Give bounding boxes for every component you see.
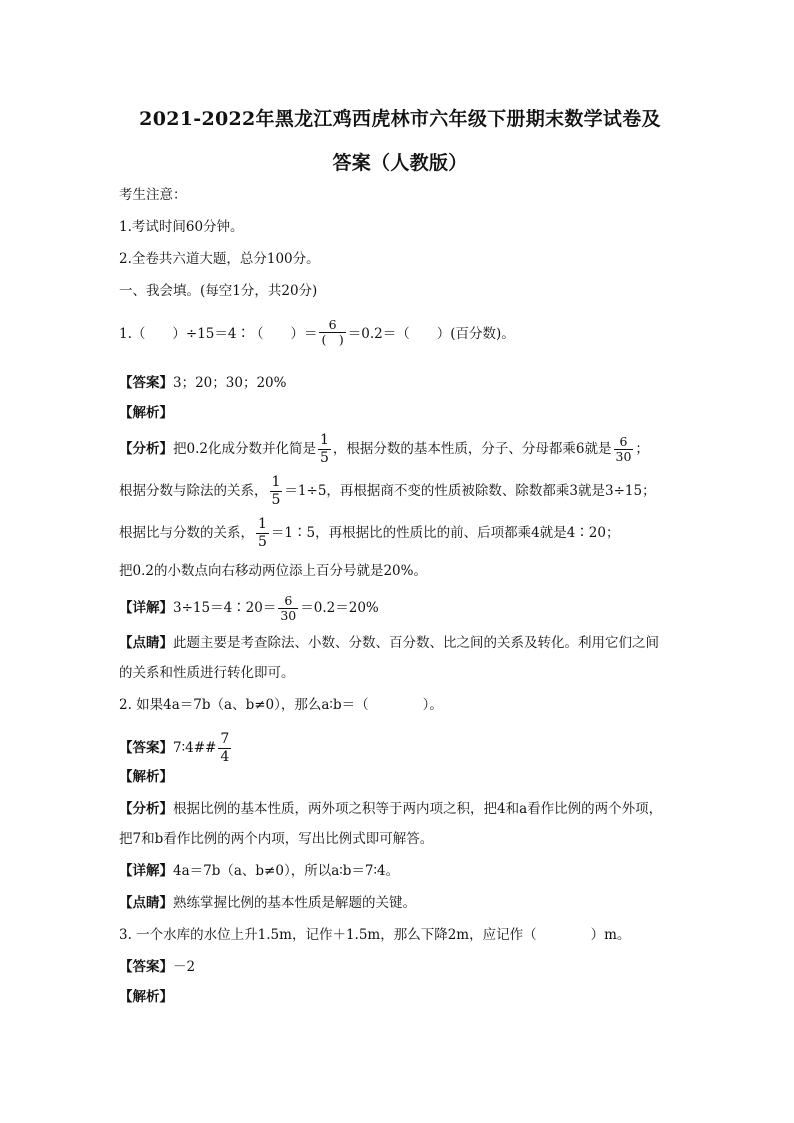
q1-a1-fraction-2 bbox=[614, 435, 634, 464]
q2-detail-label: 【详解】 bbox=[119, 863, 173, 879]
q1-a1-fraction-2-num: 6 bbox=[614, 435, 634, 450]
q2-answer-text: 7∶4## bbox=[173, 740, 217, 756]
q2-detail bbox=[119, 862, 399, 880]
q2-analysis-label: 【解析】 bbox=[119, 769, 173, 785]
q3-answer-label: 【答案】 bbox=[119, 959, 173, 975]
q1-analysis-line-1 bbox=[119, 432, 649, 467]
q1-comment-line-2: 的关系和性质进行转化即可。 bbox=[119, 665, 295, 681]
q2-answer-fraction-num: 7 bbox=[220, 731, 230, 747]
q2-comment-text: 熟练掌握比例的基本性质是解题的关键。 bbox=[173, 895, 416, 911]
q2-fenxi-line-2: 把7和b看作比例的两个内项，写出比例式即可解答。 bbox=[119, 831, 434, 847]
q1-analysis-label: 【解析】 bbox=[119, 405, 173, 421]
page-title-line-2: 答案（人教版） bbox=[332, 152, 468, 174]
notice-heading: 考生注意： bbox=[119, 187, 187, 203]
q1-answer-text: 3；20；30；20% bbox=[173, 375, 287, 391]
q1-a3-after: ＝1∶5，再根据比的性质比的前、后项都乘4就是4∶20； bbox=[270, 525, 620, 541]
q1-detail-label: 【详解】 bbox=[119, 600, 173, 616]
q2-answer bbox=[119, 731, 233, 766]
q1-analysis-line-3 bbox=[119, 516, 619, 551]
q1-a3-fraction-den: 5 bbox=[258, 534, 267, 550]
q1-fraction-num: 6 bbox=[319, 318, 345, 333]
q2-fenxi-label: 【分析】 bbox=[119, 801, 173, 817]
q1-question-after: ＝0.2＝（ ）(百分数)。 bbox=[347, 326, 515, 342]
q1-a2-after: ＝1÷5，再根据商不变的性质被除数、除数都乘3就是3÷15； bbox=[284, 483, 656, 499]
q1-a3-fraction bbox=[256, 516, 269, 551]
q1-detail-after: ＝0.2＝20% bbox=[300, 600, 379, 616]
q1-a1-fraction bbox=[318, 432, 331, 467]
q1-answer-label: 【答案】 bbox=[119, 375, 173, 391]
q3-answer-text: －2 bbox=[173, 959, 196, 975]
q1-a3-fraction-num: 1 bbox=[258, 516, 267, 532]
q2-comment-label: 【点睛】 bbox=[119, 895, 173, 911]
q2-answer-fraction bbox=[218, 731, 231, 766]
q3-analysis-label: 【解析】 bbox=[119, 989, 173, 1005]
q1-a1-after: ，根据分数的基本性质，分子、分母都乘6就是 bbox=[332, 441, 612, 457]
q1-detail bbox=[119, 594, 379, 623]
q1-detail-fraction-den: 30 bbox=[280, 608, 297, 623]
q1-fenxi-label: 【分析】 bbox=[119, 441, 173, 457]
q1-a1-before: 把0.2化成分数并化简是 bbox=[173, 441, 316, 457]
q1-a1-fraction-2-den: 30 bbox=[615, 449, 632, 464]
q1-detail-fraction-num: 6 bbox=[278, 594, 298, 609]
q1-a2-before: 根据分数与除法的关系， bbox=[119, 483, 268, 499]
q3-answer bbox=[119, 958, 195, 976]
page-title-line-1: 2021-2022年黑龙江鸡西虎林市六年级下册期末数学试卷及 bbox=[139, 108, 661, 130]
q2-fenxi-text-1: 根据比例的基本性质，两外项之积等于两内项之积，把4和a看作比例的两个外项， bbox=[173, 801, 663, 817]
q1-a1-fraction-den: 5 bbox=[319, 450, 329, 466]
q1-a3-before: 根据比与分数的关系， bbox=[119, 525, 254, 541]
q2-answer-fraction-den: 4 bbox=[220, 749, 230, 765]
q1-question bbox=[119, 318, 515, 347]
q2-comment bbox=[119, 894, 416, 912]
q1-answer bbox=[119, 374, 286, 392]
q1-analysis-line-4: 把0.2的小数点向右移动两位添上百分号就是20%。 bbox=[119, 563, 427, 579]
q1-analysis-line-2 bbox=[119, 474, 656, 509]
section-1-heading: 一、我会填。(每空1分，共20分) bbox=[119, 283, 318, 299]
q3-question: 3. 一个水库的水位上升1.5m，记作＋1.5m，那么下降2m，应记作（ ）m。 bbox=[119, 927, 631, 943]
q1-detail-fraction bbox=[278, 594, 298, 623]
q1-a2-fraction bbox=[270, 474, 283, 509]
q1-comment-text-1: 此题主要是考查除法、小数、分数、百分数、比之间的关系及转化。利用它们之间 bbox=[173, 635, 659, 651]
q1-comment-line-1 bbox=[119, 634, 659, 652]
notice-item-1: 1.考试时间60分钟。 bbox=[119, 219, 244, 235]
q1-fraction-den: ( ) bbox=[321, 332, 344, 347]
q2-question: 2. 如果4a＝7b（a、b≠0），那么a∶b＝（ ）。 bbox=[119, 697, 443, 713]
q1-comment-label: 【点睛】 bbox=[119, 635, 173, 651]
q1-a1-end: ； bbox=[635, 441, 649, 457]
q1-fraction bbox=[319, 318, 345, 347]
q2-detail-text: 4a＝7b（a、b≠0），所以a∶b＝7∶4。 bbox=[173, 863, 400, 879]
q1-a2-fraction-den: 5 bbox=[271, 492, 281, 508]
q1-question-before: 1.（ ）÷15＝4∶（ ）＝ bbox=[119, 326, 318, 342]
q1-a1-fraction-num: 1 bbox=[319, 432, 329, 448]
q1-a2-fraction-num: 1 bbox=[271, 474, 281, 490]
q1-detail-before: 3÷15＝4∶20＝ bbox=[173, 600, 277, 616]
notice-item-2: 2.全卷共六道大题，总分100分。 bbox=[119, 251, 320, 267]
q2-answer-label: 【答案】 bbox=[119, 740, 173, 756]
q2-fenxi-line-1 bbox=[119, 800, 662, 818]
